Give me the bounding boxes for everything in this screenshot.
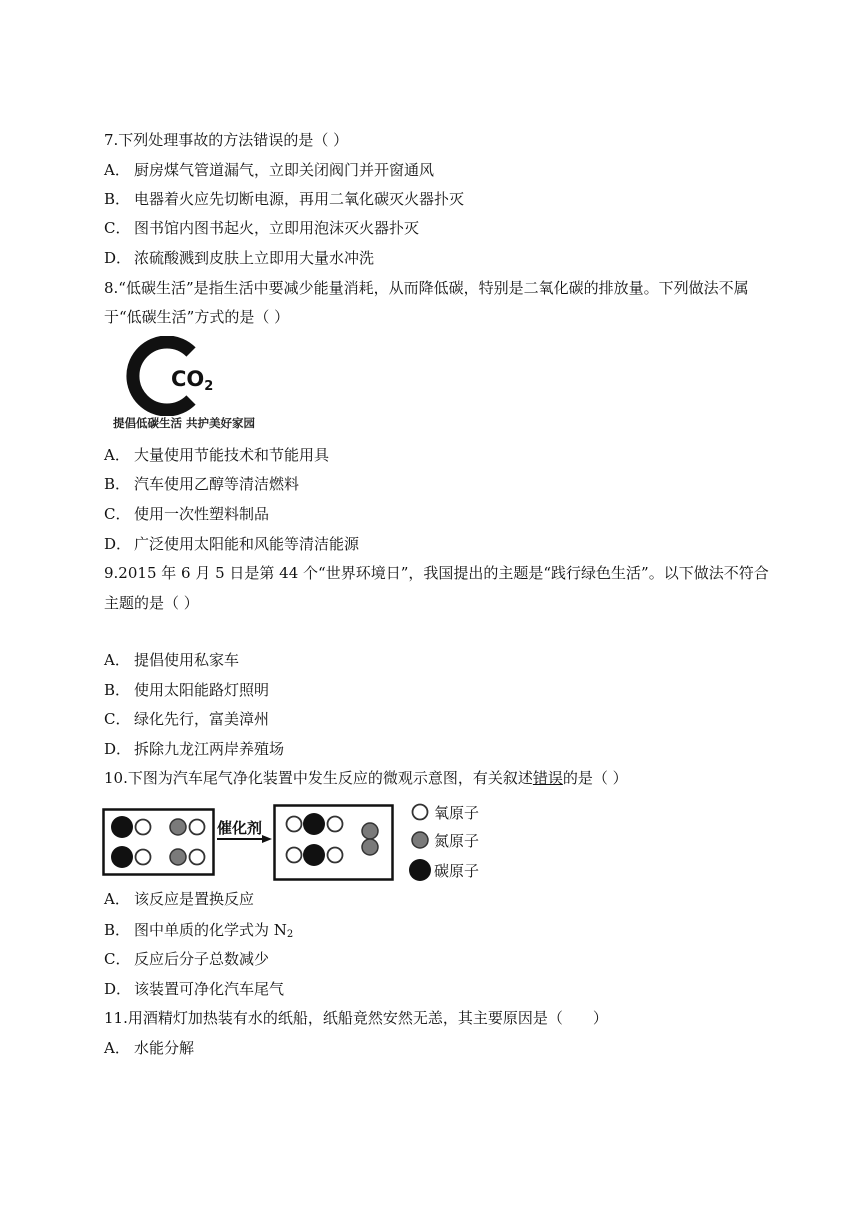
legend-carbon-symbol — [409, 859, 431, 881]
question-8-stem-line-1: 8.“低碳生活”是指生活中要减少能量消耗，从而降低碳，特别是二氧化碳的排放量。下列做法不属 — [104, 279, 749, 297]
oxygen-atom — [190, 820, 205, 835]
option-text: 图中单质的化学式为 N — [134, 921, 287, 939]
option-text-subscript: 2 — [286, 929, 294, 940]
option-letter: D． — [104, 249, 132, 267]
question-8-option-c — [104, 504, 269, 524]
co2-logo-graphic — [113, 336, 247, 416]
nitrogen-atom — [170, 819, 186, 835]
catalyst-label: 催化剂 — [217, 819, 263, 837]
question-9-stem-line-1: 9.2015 年 6 月 5 日是第 44 个“世界环境日”，我国提出的主题是“践行绿色生活”。以下做法不符合 — [104, 564, 769, 582]
option-text: 反应后分子总数减少 — [134, 950, 270, 968]
option-letter: A． — [104, 1039, 130, 1057]
oxygen-atom — [190, 850, 205, 865]
question-9-option-d — [104, 739, 284, 759]
option-text: 厨房煤气管道漏气，立即关闭阀门并开窗通风 — [134, 161, 435, 179]
carbon-atom — [111, 816, 133, 838]
option-text: 该反应是置换反应 — [134, 890, 255, 908]
legend-oxygen-symbol — [413, 805, 428, 820]
nitrogen-atom — [362, 823, 378, 839]
option-text: 图书馆内图书起火，立即用泡沫灭火器扑灭 — [134, 219, 420, 237]
option-letter: C． — [104, 505, 131, 523]
question-7-option-d — [104, 248, 374, 268]
nitrogen-atom — [362, 839, 378, 855]
legend-oxygen-label: 氧原子 — [434, 804, 480, 822]
option-letter: C． — [104, 710, 131, 728]
legend-nitrogen-label: 氮原子 — [434, 832, 480, 850]
question-9-option-c — [104, 709, 269, 729]
co2-formula-text: CO2 — [171, 367, 214, 394]
option-text: 拆除九龙江两岸养殖场 — [134, 740, 285, 758]
oxygen-atom — [136, 850, 151, 865]
option-text: 广泛使用太阳能和风能等清洁能源 — [134, 535, 360, 553]
question-8-option-d — [104, 534, 359, 554]
question-11-stem: 11.用酒精灯加热装有水的纸船，纸船竟然安然无恙，其主要原因是（ ） — [104, 1009, 608, 1027]
carbon-atom — [303, 813, 325, 835]
oxygen-atom — [136, 820, 151, 835]
logo-slogan: 提倡低碳生活 共护美好家园 — [113, 416, 256, 430]
reaction-diagram — [102, 803, 497, 885]
option-letter: B． — [104, 190, 131, 208]
question-10-option-d — [104, 979, 284, 999]
option-letter: D． — [104, 980, 132, 998]
reaction-arrow-head — [262, 835, 272, 843]
option-letter: A． — [104, 161, 130, 179]
option-letter: B． — [104, 921, 131, 939]
question-10-option-c — [104, 949, 269, 969]
option-text: 该装置可净化汽车尾气 — [134, 980, 285, 998]
question-7-option-a — [104, 160, 434, 180]
question-9-stem-line-2: 主题的是（ ） — [104, 594, 199, 612]
legend-carbon-label: 碳原子 — [434, 862, 480, 880]
legend-nitrogen-symbol — [412, 832, 428, 848]
oxygen-atom — [328, 817, 343, 832]
question-9-option-a — [104, 650, 239, 670]
question-8-option-a — [104, 445, 329, 465]
question-8-stem-line-2: 于“低碳生活”方式的是（ ） — [104, 308, 290, 326]
option-letter: B． — [104, 475, 131, 493]
option-letter: D． — [104, 535, 132, 553]
question-10-option-b — [104, 920, 293, 945]
stem-underlined-text: 错误 — [532, 769, 563, 787]
option-letter: C． — [104, 219, 131, 237]
option-letter: A． — [104, 651, 130, 669]
option-text: 汽车使用乙醇等清洁燃料 — [134, 475, 300, 493]
stem-text: 10.下图为汽车尾气净化装置中发生反应的微观示意图，有关叙述 — [104, 769, 533, 787]
carbon-atom — [303, 844, 325, 866]
option-letter: C． — [104, 950, 131, 968]
question-7-stem: 7.下列处理事故的方法错误的是（ ） — [104, 131, 349, 149]
carbon-atom — [111, 846, 133, 868]
option-text: 水能分解 — [134, 1039, 195, 1057]
question-9-option-b — [104, 680, 269, 700]
oxygen-atom — [328, 848, 343, 863]
question-11-option-a — [104, 1038, 194, 1058]
option-text: 绿化先行，富美漳州 — [134, 710, 270, 728]
option-letter: A． — [104, 446, 130, 464]
nitrogen-atom — [170, 849, 186, 865]
question-10-option-a — [104, 889, 254, 909]
question-8-option-b — [104, 474, 299, 494]
option-text: 电器着火应先切断电源，再用二氧化碳灭火器扑灭 — [134, 190, 465, 208]
stem-text-end: 的是（ ） — [562, 769, 628, 787]
option-letter: B． — [104, 681, 131, 699]
option-text: 大量使用节能技术和节能用具 — [134, 446, 330, 464]
low-carbon-logo — [113, 336, 256, 432]
oxygen-atom — [287, 817, 302, 832]
question-10-stem — [104, 768, 628, 788]
option-text: 使用太阳能路灯照明 — [134, 681, 270, 699]
question-7-option-c — [104, 218, 419, 238]
option-letter: A． — [104, 890, 130, 908]
question-7-option-b — [104, 189, 464, 209]
option-text: 提倡使用私家车 — [134, 651, 240, 669]
option-text: 使用一次性塑料制品 — [134, 505, 270, 523]
reaction-diagram-graphic — [102, 803, 497, 885]
option-letter: D． — [104, 740, 132, 758]
oxygen-atom — [287, 848, 302, 863]
option-text: 浓硫酸溅到皮肤上立即用大量水冲洗 — [134, 249, 375, 267]
